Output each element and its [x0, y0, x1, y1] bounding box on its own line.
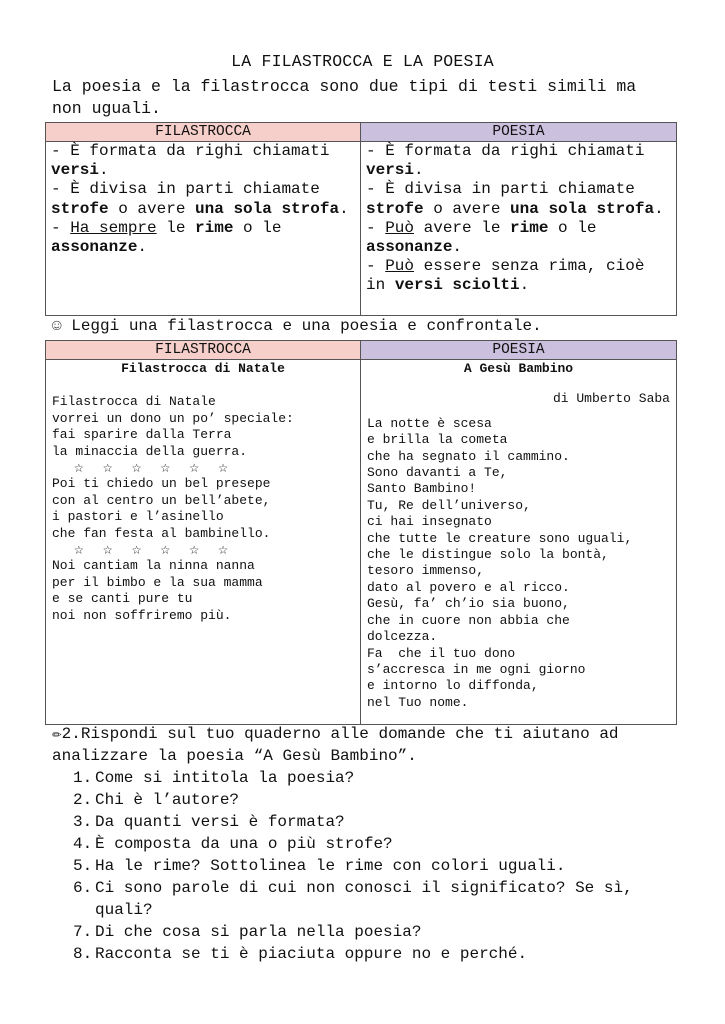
verse-line: vorrei un dono un po’ speciale:	[52, 410, 294, 426]
verse-line: che tutte le creature sono uguali,	[367, 530, 633, 546]
verse-line: ci hai insegnato	[367, 514, 492, 530]
star-icon: ☆	[74, 459, 84, 478]
feature-rime: - Ha sempre le rime o le assonanze.	[51, 218, 282, 257]
verse-line: per il bimbo e la sua mamma	[52, 574, 263, 590]
poesia-author: di Umberto Saba	[552, 391, 670, 407]
star-icon: ☆	[102, 541, 113, 560]
verse-line: Poi ti chiedo un bel presepe	[52, 476, 271, 492]
star-icon: ☆	[218, 459, 228, 478]
verse-line: che ha segnato il cammino.	[367, 448, 570, 464]
filastrocca-header: FILASTROCCA	[46, 123, 361, 142]
verse-line: dato al povero e al ricco.	[367, 579, 570, 595]
verse-line: con al centro un bell’abete,	[52, 492, 271, 508]
verse-line: Gesù, fa’ ch’io sia buono,	[367, 596, 570, 612]
verse-line: e se canti pure tu	[52, 591, 193, 607]
star-icon: ☆	[218, 541, 228, 560]
star-icon: ☆	[102, 459, 113, 478]
star-icon: ☆	[74, 541, 84, 560]
question-item: 1. Come si intitola la poesia?	[73, 769, 355, 787]
page-title: LA FILASTROCCA E LA POESIA	[231, 52, 494, 71]
filastrocca-text	[46, 360, 361, 725]
feature-strofe: - È divisa in parti chiamate strofe o avere una sola strofa.	[366, 180, 664, 218]
poesia-header: POESIA	[361, 123, 677, 142]
star-icon: ☆	[189, 541, 200, 560]
verse-line: Fa che il tuo dono	[367, 645, 516, 661]
filastrocca-header: FILASTROCCA	[46, 341, 361, 360]
verse-line: Santo Bambino!	[367, 481, 477, 497]
verse-line: che fan festa al bambinello.	[52, 525, 271, 541]
verse-line: la minaccia della guerra.	[52, 443, 248, 459]
intro-text: La poesia e la filastrocca sono due tipi di testi simili ma non uguali.	[52, 77, 637, 118]
feature-rime: - Può avere le rime o le assonanze.	[366, 218, 597, 257]
question-item: 6. Ci sono parole di cui non conosci il significato? Se sì, quali?	[73, 879, 633, 919]
verse-line: Filastrocca di Natale	[52, 394, 216, 410]
question-item: 4. È composta da una o più strofe?	[73, 835, 393, 853]
poesia-header: POESIA	[361, 341, 677, 360]
question-item: 5. Ha le rime? Sottolinea le rime con colori uguali.	[73, 857, 566, 875]
feature-versi: - È formata da righi chiamati versi.	[366, 142, 645, 180]
verse-line: Tu, Re dell’universo,	[367, 497, 531, 513]
feature-versi-sciolti: - Può essere senza rima, cioè in versi sciolti.	[366, 257, 645, 295]
comparison-table	[45, 122, 677, 316]
question-list	[73, 767, 683, 965]
verse-line: che le distingue solo la bontà,	[367, 547, 609, 563]
verse-line: noi non soffriremo più.	[52, 607, 232, 623]
verse-line: e brilla la cometa	[367, 432, 508, 448]
verse-line: dolcezza.	[367, 629, 438, 645]
filastrocca-title: Filastrocca di Natale	[121, 361, 285, 376]
feature-versi: - È formata da righi chiamati versi.	[51, 142, 330, 180]
texts-table	[45, 340, 677, 725]
question-item: 8. Racconta se ti è piaciuta oppure no e perché.	[73, 945, 528, 963]
question-item: 2. Chi è l’autore?	[73, 791, 240, 809]
verse-line: La notte è scesa	[367, 415, 492, 431]
star-icon: ☆	[131, 459, 142, 478]
instruction-line	[52, 316, 542, 336]
poesia-features	[361, 142, 677, 316]
activity-instruction	[52, 723, 682, 767]
verse-line: nel Tuo nome.	[367, 694, 469, 710]
star-icon: ☆	[189, 459, 200, 478]
verse-line: Noi cantiam la ninna nanna	[52, 558, 255, 574]
star-icon: ☆	[131, 541, 142, 560]
poesia-title: A Gesù Bambino	[463, 361, 574, 376]
question-item: 3. Da quanti versi è formata?	[73, 813, 345, 831]
star-icon: ☆	[160, 541, 171, 560]
star-icon-row	[52, 542, 354, 558]
instruction-text: Leggi una filastrocca e una poesia e confrontale.	[71, 317, 542, 335]
verse-line: Sono davanti a Te,	[367, 465, 508, 481]
question-item: 7. Di che cosa si parla nella poesia?	[73, 923, 422, 941]
activity-text: 2.Rispondi sul tuo quaderno alle domande che ti aiutano ad analizzare la poesia “A Gesù Bambino”.	[52, 725, 619, 765]
star-icon: ☆	[160, 459, 171, 478]
filastrocca-features	[46, 142, 361, 316]
verse-line: s’accresca in me ogni giorno	[367, 661, 586, 677]
verse-line: fai sparire dalla Terra	[52, 427, 232, 443]
verse-line: che in cuore non abbia che	[367, 612, 570, 628]
pencil-icon: ✏	[52, 725, 62, 743]
verse-line: e intorno lo diffonda,	[367, 678, 539, 694]
smiley-icon: ☺	[52, 317, 62, 335]
verse-line: i pastori e l’asinello	[52, 509, 224, 525]
poesia-text	[361, 360, 677, 725]
star-icon-row	[52, 460, 354, 476]
verse-line: tesoro immenso,	[367, 563, 485, 579]
feature-strofe: - È divisa in parti chiamate strofe o avere una sola strofa.	[51, 180, 349, 218]
